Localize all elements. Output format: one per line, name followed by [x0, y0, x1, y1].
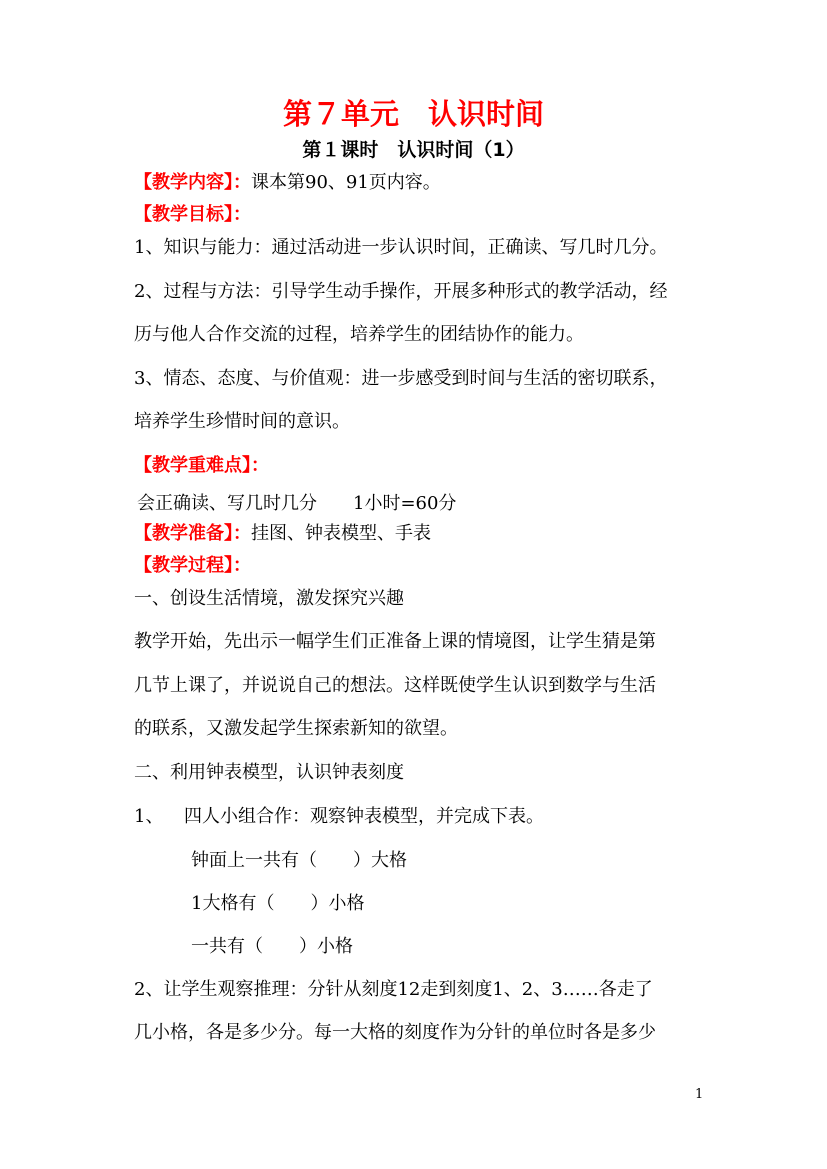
fill-blank-1: 钟面上一共有（ ）大格 [191, 850, 407, 871]
section-1-para-2: 几节上课了，并说说自己的想法。这样既使学生认识到数学与生活 [134, 675, 656, 696]
objective-3b: 培养学生珍惜时间的意识。 [134, 411, 350, 432]
content-row [134, 168, 441, 194]
fill-blank-2: 1大格有（ ）小格 [191, 893, 365, 914]
preparation-row [134, 519, 431, 545]
content-label: 【教学内容】： [134, 172, 251, 193]
section-1-para-3: 的联系，又激发起学生探索新知的欲望。 [134, 718, 458, 739]
objective-2b: 历与他人合作交流的过程，培养学生的团结协作的能力。 [134, 324, 584, 345]
content-text: 课本第90、91页内容。 [251, 172, 441, 193]
fill-blank-3: 一共有（ ）小格 [191, 936, 353, 957]
item-2b: 几小格，各是多少分。每一大格的刻度作为分针的单位时各是多少 [134, 1022, 656, 1043]
process-label: 【教学过程】： [134, 555, 251, 576]
preparation-label: 【教学准备】： [134, 523, 251, 544]
section-1-title: 一、创设生活情境，激发探究兴趣 [134, 588, 404, 609]
objective-2a: 2、过程与方法：引导学生动手操作，开展多种形式的教学活动，经 [134, 281, 668, 302]
objective-3a: 3、情态、态度、与价值观：进一步感受到时间与生活的密切联系， [134, 368, 668, 389]
section-1-para-1: 教学开始，先出示一幅学生们正准备上课的情境图，让学生猜是第 [134, 631, 656, 652]
unit-title: 第７单元 认识时间 [282, 97, 544, 131]
section-2-title: 二、利用钟表模型，认识钟表刻度 [134, 762, 404, 783]
item-2a: 2、让学生观察推理：分针从刻度12走到刻度1、2、3……各走了 [134, 979, 653, 1000]
lesson-subtitle: 第１课时 认识时间（1） [302, 139, 525, 161]
page-number: 1 [695, 1087, 704, 1102]
item-1-text: 四人小组合作：观察钟表模型，并完成下表。 [184, 806, 544, 827]
item-1-number: 1、 [134, 806, 164, 827]
objectives-label: 【教学目标】： [134, 204, 251, 225]
preparation-text: 挂图、钟表模型、手表 [251, 523, 431, 544]
objective-1: 1、知识与能力：通过活动进一步认识时间，正确读、写几时几分。 [134, 237, 668, 258]
key-points-label: 【教学重难点】： [134, 455, 269, 476]
key-points-text: 会正确读、写几时几分 1小时=60分 [137, 493, 457, 514]
